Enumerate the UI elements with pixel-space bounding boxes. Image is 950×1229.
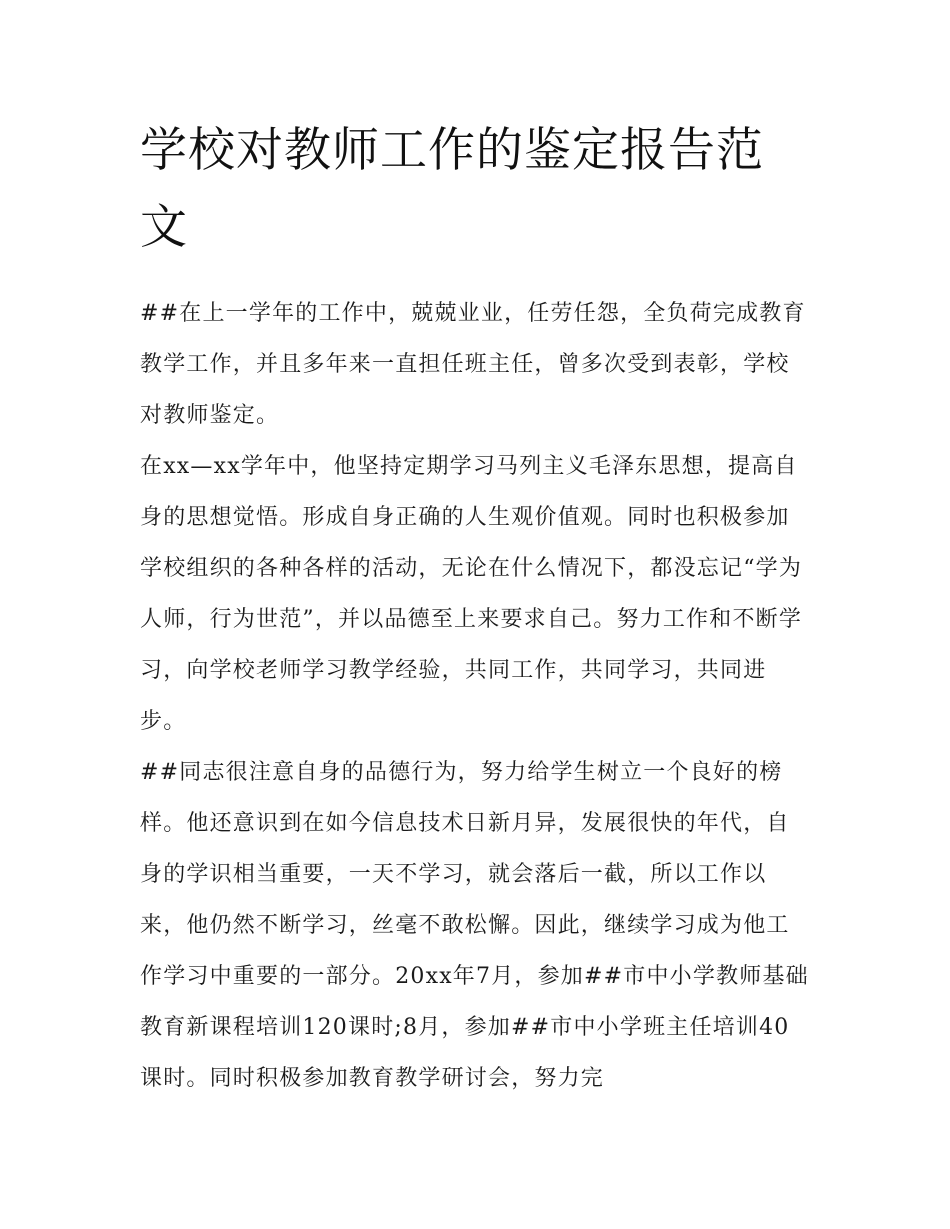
- document-body: [140, 288, 810, 1104]
- paragraph-3: ##同志很注意自身的品德行为，努力给学生树立一个良好的榜样。他还意识到在如今信息技术日新月异，发展很快的年代，自身的学识相当重要，一天不学习，就会落后一截，所以工作以来，他仍然不断学习，丝毫不敢松懈。因此，继续学习成为他工作学习中重要的一部分。20xx年7月，参加##市中小学教师基础教育新课程培训120课时;8月，参加##市中小学班主任培训40课时。同时积极参加教育教学研讨会，努力完: [140, 760, 809, 1091]
- paragraph-2: 在xx—xx学年中，他坚持定期学习马列主义毛泽东思想，提高自身的思想觉悟。形成自身正确的人生观价值观。同时也积极参加学校组织的各种各样的活动，无论在什么情况下，都没忘记“学为人师，行为世范”，并以品德至上来要求自己。努力工作和不断学习，向学校老师学习教学经验，共同工作，共同学习，共同进步。: [140, 454, 803, 734]
- paragraph-1: ##在上一学年的工作中，兢兢业业，任劳任怨，全负荷完成教育教学工作，并且多年来一直担任班主任，曾多次受到表彰，学校对教师鉴定。: [140, 301, 806, 428]
- document-title: 学校对教师工作的鉴定报告范文: [140, 123, 764, 255]
